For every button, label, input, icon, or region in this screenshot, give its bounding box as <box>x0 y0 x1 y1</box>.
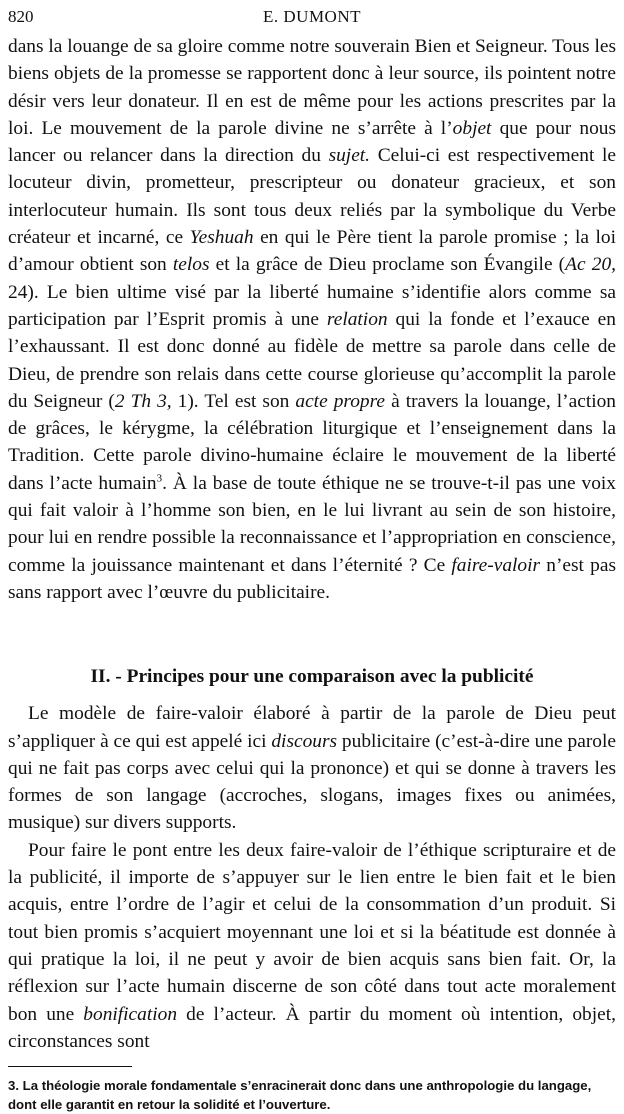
footnote-reference: 3 <box>156 472 163 485</box>
page-header <box>8 4 616 30</box>
running-head: E. DUMONT <box>263 7 361 26</box>
body-text <box>8 33 616 1055</box>
footnote <box>8 1076 616 1114</box>
paragraph: Le modèle de faire-valoir élaboré à partir de la parole de Dieu peut s’appliquer à ce qui est appelé ici discours publicitaire (c’est-à-dire une parole qui ne fait pas corps avec celui qui la prononce) et qui se donne à travers les formes de son langage (accroches, slogans, images fixes ou animées, musique) sur divers supports. <box>8 703 616 834</box>
paragraph: dans la louange de sa gloire comme notre souverain Bien et Seigneur. Tous les biens objets de la promesse se rapportent donc à leur source, ils pointent notre désir vers leur donateur. Il en est de même pour les actions prescrites par la loi. Le mouvement de la parole divine ne s’arrête à l’objet que pour nous lancer ou relancer dans la direction du sujet. Celui-ci est respectivement le locuteur divin, prometteur, prescripteur ou donateur gracieux, et son interlocuteur humain. Ils sont tous deux reliés par la symbolique du Verbe créateur et incarné, ce Yeshuah en qui le Père tient la parole promise ; la loi d’amour obtient son telos et la grâce de Dieu proclame son Évangile (Ac 20, 24). Le bien ultime visé par la liberté humaine s’identifie alors comme sa participation par l’Esprit promis à une relation qui la fonde et l’exauce en l’exhaussant. Il est donc donné au fidèle de mettre sa parole dans celle de Dieu, de prendre son relais dans cette course glorieuse qu’accomplit la parole du Seigneur (2 Th 3, 1). Tel est son acte propre à travers la louange, l’action de grâces, le kérygme, la célébration liturgique et l’enseignement dans la Tradition. Cette parole divino-humaine éclaire le mouvement de la liberté dans l’acte humain$^3$. À la base de toute éthique ne se trouve-t-il pas une voix qui fait valoir à l’homme son bien, en le lui livrant au sein de son histoire, pour lui en rendre possible la reconnaissance et l’appropriation en conscience, comme la jouissance maintenant et dans l’éternité ? Ce faire-valoir n’est pas sans rapport avec l’œuvre du publicitaire. <box>8 36 617 603</box>
page-number: 820 <box>8 7 34 26</box>
section-heading: II. - Principes pour une comparaison avec la publicité <box>90 666 534 688</box>
footnote-divider <box>8 1066 132 1067</box>
footnote-number: 3. <box>8 1078 19 1093</box>
paragraph: Pour faire le pont entre les deux faire-valoir de l’éthique scripturaire et de la publicité, il importe de s’appuyer sur le lien entre le bien fait et le bien acquis, entre l’ordre de l’agir et celui de la consommation d’un produit. Si tout bien promis s’acquiert moyennant une loi et si la béatitude est donnée à qui pratique la loi, il ne peut y avoir de bien acquis sans bien fait. Or, la réflexion sur l’acte humain discerne de son côté dans tout acte moralement bon une bonification de l’acteur. À partir du moment où intention, objet, circonstances sont <box>8 839 616 1052</box>
footnote-text: La théologie morale fondamentale s’enracinerait donc dans une anthropologie du langage, dont elle garantit en retour la solidité et l’ouverture. <box>8 1078 592 1112</box>
